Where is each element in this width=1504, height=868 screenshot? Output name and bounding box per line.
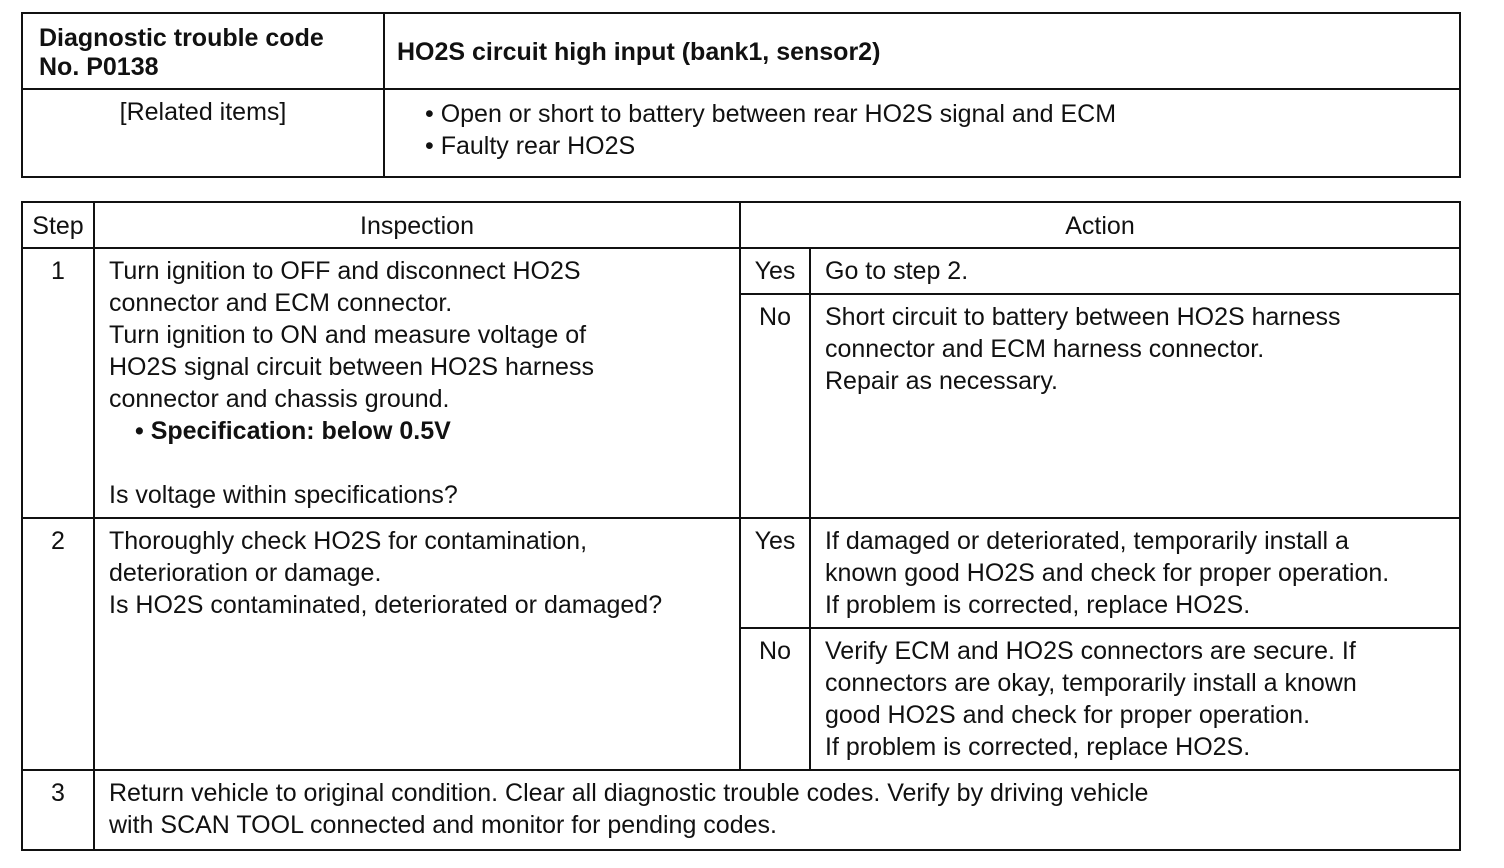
inspection-line: deterioration or damage. [109,559,382,587]
step-number: 1 [22,248,94,518]
step-3-inspection [94,770,1460,850]
related-items-row [22,89,1460,177]
dtc-label-line1: Diagnostic trouble code [39,24,324,52]
inspection-line: Thoroughly check HO2S for contamination, [109,527,588,555]
action-line: connectors are okay, temporarily install a known [825,669,1357,697]
action-line: If damaged or deteriorated, temporarily install a [825,527,1349,555]
diagnostic-steps-table [21,201,1461,851]
dtc-header-table [21,12,1461,178]
inspection-line: connector and ECM connector. [109,289,453,317]
spacer [109,447,727,479]
step-2-yes-row [22,518,1460,628]
inspection-line: HO2S signal circuit between HO2S harness [109,353,594,381]
action-line: If problem is corrected, replace HO2S. [825,733,1251,761]
action-line: connector and ECM harness connector. [825,335,1265,364]
action-column-header: Action [740,202,1460,248]
step-number: 3 [22,770,94,850]
step-number: 2 [22,518,94,770]
no-label: No [740,628,810,770]
action-line: Short circuit to battery between HO2S harness [825,303,1341,332]
table-header-row [22,202,1460,248]
inspection-line: Turn ignition to OFF and disconnect HO2S [109,257,581,285]
dtc-title: HO2S circuit high input (bank1, sensor2) [384,13,1460,89]
step-2-inspection [94,518,740,770]
step-1-yes-action [810,248,1460,294]
action-line: Repair as necessary. [825,367,1058,396]
dtc-label-line2: No. P0138 [39,53,159,81]
related-items-label: [Related items] [22,89,384,177]
action-line: Go to step 2. [825,257,969,285]
step-1-inspection [94,248,740,518]
yes-label: Yes [740,248,810,294]
step-2-yes-action [810,518,1460,628]
action-line: good HO2S and check for proper operation. [825,701,1311,729]
dtc-row [22,13,1460,89]
inspection-column-header: Inspection [94,202,740,248]
dtc-code-label [22,13,384,89]
step-1-yes-row [22,248,1460,294]
step-2-no-action [810,628,1460,770]
related-item: • Faulty rear HO2S [425,132,636,160]
action-line: If problem is corrected, replace HO2S. [825,591,1251,619]
inspection-line: Turn ignition to ON and measure voltage of [109,321,587,349]
inspection-question: Is voltage within specifications? [109,481,458,509]
inspection-line: Is HO2S contaminated, deteriorated or damaged? [109,591,663,619]
inspection-line: with SCAN TOOL connected and monitor for pending codes. [109,811,777,839]
step-1-no-action [810,294,1460,518]
step-column-header: Step [22,202,94,248]
inspection-line: Return vehicle to original condition. Clear all diagnostic trouble codes. Verify by driving vehicle [109,779,1149,807]
related-items-list [384,89,1460,177]
inspection-line: connector and chassis ground. [109,385,450,413]
action-line: Verify ECM and HO2S connectors are secure. If [825,637,1356,665]
related-item: • Open or short to battery between rear HO2S signal and ECM [425,100,1117,128]
action-line: known good HO2S and check for proper operation. [825,559,1390,587]
specification: • Specification: below 0.5V [135,417,451,445]
no-label: No [740,294,810,518]
step-3-row [22,770,1460,850]
yes-label: Yes [740,518,810,628]
